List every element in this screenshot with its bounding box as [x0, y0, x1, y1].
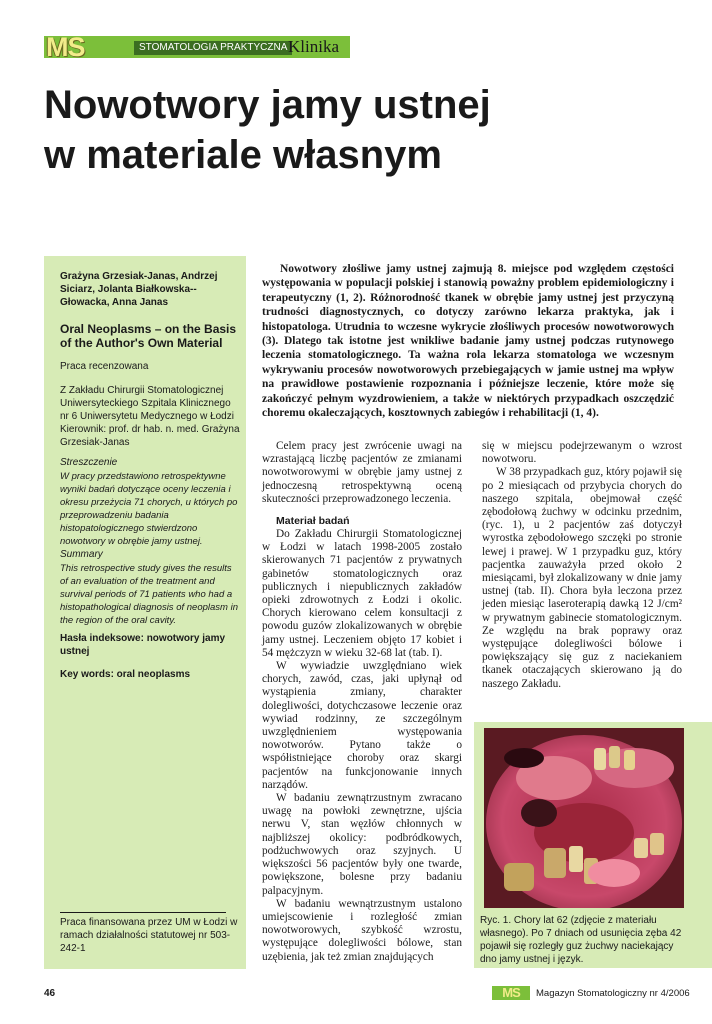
keywords-english: Key words: oral neoplasms	[60, 669, 191, 680]
magazine-logo: MS	[46, 32, 85, 62]
oral-cavity-photo-icon	[484, 728, 684, 908]
funding-note: Praca finansowana przez UM w Łodzi w ramach działalności statutowej nr 503-242-1	[60, 917, 238, 954]
article-title	[44, 80, 664, 180]
footer-logo: MS	[492, 986, 530, 1000]
lead-paragraph: Nowotwory złośliwe jamy ustnej zajmują 8. miejsce pod względem częstości występowania w populacji polskiej i stanowią poważny problem epidemiologiczny i terapeutyczny (1, 2). Różnorodność tkanek w obrębie jamy ustnej jest przyczyną trudności diagnostycznych, co dotyczy zarówno lekarza praktyka, jak i histopatologa. Utrudnia to wczesne wykrycie złośliwych procesów nowotworowych (3). Dlatego tak istotne jest wnikliwe badanie jamy ustnej podczas rutynowego leczenia stomatologicznego. Ta ważna rola lekarza stomatologa we wczesnym wykrywaniu procesów nowotworowych przebiegających w jamie ustnej ma wpływ na prawidłowe postawienie rozpoznania i późniejsze leczenie, które może się zakończyć pełnym wyzdrowieniem, a także w niektórych przypadkach oszczędzić choremu okaleczających, kosztownych zabiegów i rehabilitacji (1, 4).	[262, 263, 674, 420]
intro-paragraph: Celem pracy jest zwrócenie uwagi na wzrastającą liczbę pacjentów ze zmianami nowotworowymi w obrębie jamy ustnej z jednoczesną retrospektywną oceną skuteczności przeprowadzonego leczenia.	[262, 440, 462, 505]
material-paragraph-4: W badaniu wewnątrzustnym ustalono umiejscowienie i rozległość zmian nowotworowych, szybkość wzrostu, występujące dolegliwości bólowe, stan uzębienia, jak też zmian znajdujących	[262, 897, 462, 963]
material-paragraph-2: W wywiadzie uwzględniano wiek chorych, zawód, czas, jaki upłynął od wystąpienia zmiany, charakter dolegliwości, dotychczasowe leczenie oraz wywiad rodzinny, ze szczególnym uwzględnieniem występowania nowotworów. Pytano także o współistniejące choroby oraz skargi pacjentów na funkcjonowanie innych narządów.	[262, 660, 462, 791]
case-paragraph: W 38 przypadkach guz, który pojawił się po 2 miesiącach od przybycia chorych do naszego szpitala, obejmował część zębodołową żuchwy w odcinku przednim, (ryc. 1), u 2 pacjentów zaś dotyczył wyrostka zębodołowego szczęki po stronie lewej i prawej. W 1 przypadku guz, który pacjentka zauważyła przed około 2 miesiącami, był zlokalizowany w dnie jamy ustnej (tab. II). Chora była leczona przez jeden miesiąc laseroterapią dawką 12 J/cm² w prywatnym gabinecie stomatologicznym. Ze względu na brak poprawy oraz występujące dolegliwości bólowe i powiększający się guz z naciekaniem tkanek otaczających skierowano ją do naszego Zakładu.	[482, 466, 682, 690]
section-tag: STOMATOLOGIA PRAKTYCZNA	[134, 41, 292, 55]
review-note: Praca recenzowana	[60, 361, 149, 372]
clinical-photo	[484, 728, 684, 908]
continuation-paragraph: się w miejscu podejrzewanym o wzrost nowotworu.	[482, 440, 682, 466]
body-column-1	[262, 440, 462, 964]
page-number: 46	[44, 988, 56, 999]
sidebar-divider	[60, 912, 226, 913]
body-column-2	[482, 440, 682, 691]
category-label: Klinika	[288, 37, 339, 56]
english-title: Oral Neoplasms – on the Basis of the Author's Own Material	[60, 322, 237, 350]
material-paragraph-1: Do Zakładu Chirurgii Stomatologicznej w Łodzi w latach 1998-2005 zostało skierowanych 71 pacjentów z prywatnych gabinetów stomatologicznych oraz publicznych i niepublicznych zakładów opieki zdrowotnych z Łodzi i okolic. Chorych kierowano celem konsultacji z powodu guzów zlokalizowanych w obrębie jamy ustnej. Leczeniem objęto 17 kobiet i 54 mężczyzn w wieku 32-68 lat (tab. I).	[262, 528, 462, 659]
title-line-1: Nowotwory jamy ustnej	[44, 83, 491, 127]
authors: Grażyna Grzesiak-Janas, Andrzej Siciarz, Jolanta Białkowska--Głowacka, Anna Janas	[60, 271, 218, 308]
figure-caption: Ryc. 1. Chory lat 62 (zdjęcie z materiału własnego). Po 7 dniach od usunięcia zęba 42 pojawił się rozległy guz żuchwy naciekający dno jamy ustnej i język.	[480, 915, 682, 965]
summary-heading: Summary	[60, 549, 103, 560]
material-paragraph-3: W badaniu zewnątrzustnym zwracano uwagę na powłoki zewnętrzne, ujścia nerwu V, stan węzłów chłonnych w najbliższej okolicy: podbródkowych, podżuchwowych oraz szyjnych. U większości 56 pacjentów były one twarde, powiększone, bolesne przy badaniu palpacyjnym.	[262, 792, 462, 897]
journal-name: Magazyn Stomatologiczny nr 4/2006	[536, 988, 690, 999]
abstract-text: W pracy przedstawiono retrospektywne wyniki badań dotyczące oceny leczenia i okresu przeżycia 71 chorych, u których po przeprowadzeniu badania histopatologicznego stwierdzono nowotwory w obrębie jamy ustnej.	[60, 471, 238, 547]
section-heading-material: Materiał badań	[276, 515, 350, 528]
summary-text: This retrospective study gives the results of an evaluation of the treatment and survival periods of 71 patients who had a histopathological diagnosis of neoplasm in the region of the oral cavity.	[60, 563, 238, 626]
keywords-polish: Hasła indeksowe: nowotwory jamy ustnej	[60, 633, 226, 657]
abstract-heading: Streszczenie	[60, 457, 118, 468]
title-line-2: w materiale własnym	[44, 133, 442, 177]
affiliation: Z Zakładu Chirurgii Stomatologicznej Uniwersyteckiego Szpitala Klinicznego nr 6 Uniwersytetu Medycznego w Łodzi Kierownik: prof. dr hab. n. med. Grażyna Grzesiak-Janas	[60, 385, 240, 448]
